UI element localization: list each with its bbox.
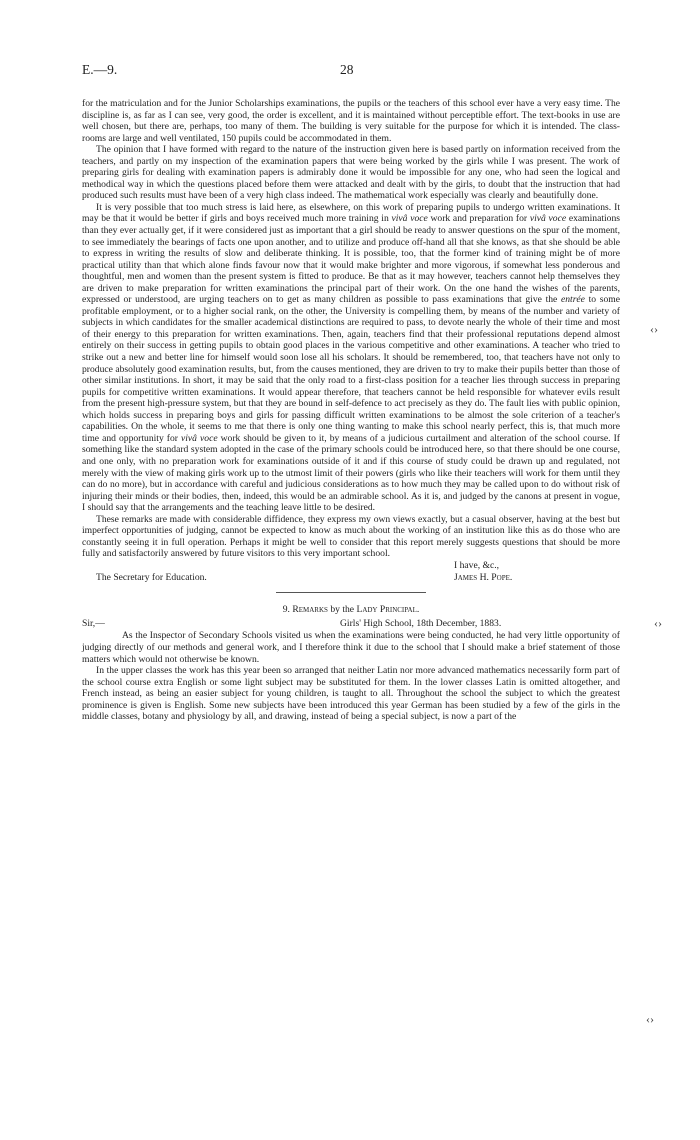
margin-mark: ‹›	[646, 1012, 654, 1026]
section-heading	[82, 604, 620, 616]
heading-number: 9.	[282, 603, 290, 615]
italic-term: vivâ voce	[391, 213, 428, 225]
addressee: The Secretary for Education.	[96, 571, 207, 583]
text-run: work should be given to it, by means of a judicious curtailment and alteration of the school course. If something like the standard system adopted in the case of the primary schools could be introduced here, so that there should be one course, and one only, with no preparation work for examinations outside of it and if this course of study could be drawn up and regulated, not merely with the view of making girls work up to the utmost limit of their powers (girls who like their teachers will work for them until they can do no more), but in accordance with careful and judicious considerations as to how much they may be called upon to do without risk of injuring their minds or their bodies, then, indeed, this would be an admirable school. As it is, and judged by the canons at present in vogue, I should say that the arrangements and the teaching leave little to be desired.	[82, 432, 620, 514]
signature-line	[82, 572, 620, 584]
text-run: examinations than they ever actually get, if it were considered just as important that a girl should be ready to answer questions on the spur of the moment, to see immediately the bearings of facts one upon another, and to utilize and produce off-hand all that she knows, as that she should be able to express in writing the results of slow and deliberate thinking. It is possible, too, that the former kind of training might be of more practical utility than that which alone finds favour now that it would make brighter and more vigorous, if somewhat less ponderous and thoughtful, men and women than the present system is fitted to produce. Be that as it may however, teachers cannot help themselves they are driven to make preparation for written examinations the principal part of their work. On the one hand the wishes of the parents, expressed or understood, are urging teachers on to get as many children as possible to pass examinations that give the	[82, 213, 620, 306]
paragraph-written-examinations	[82, 202, 620, 514]
text-run: work and preparation for	[427, 213, 530, 225]
signature: James H. Pope.	[454, 571, 513, 583]
closing-phrase: I have, &c.,	[454, 559, 500, 571]
paragraph-instruction-opinion: The opinion that I have formed with regard to the nature of the instruction given here is based partly on information received from the teachers, and partly on my inspection of the examination papers that were being worked by the girls while I was present. The work of preparing girls for dealing with examination papers is admirably done it would be impossible for any one, who had seen the logical and methodical way in which the questions placed before them were attacked and dealt with by the girls, to doubt that the instruction that had produced such results must have been of a very high class indeed. The mathematical work especially was clearly and beautifully done.	[82, 144, 620, 202]
salutation: Sir,—	[82, 618, 105, 630]
closing-line	[82, 560, 620, 572]
italic-term: vivâ voce	[529, 213, 567, 225]
heading-word-remarks: Remarks	[292, 603, 328, 615]
italic-term: entrée	[560, 294, 585, 306]
heading-word-by: by the	[330, 603, 355, 615]
text-column	[82, 98, 620, 723]
place-date: Girls' High School, 18th December, 1883.	[340, 618, 502, 630]
margin-mark: ‹›	[650, 322, 658, 336]
letter-header	[82, 618, 620, 630]
paragraph-remarks-diffidence: These remarks are made with considerable diffidence, they express my own views exactly, but a casual observer, having at the best but imperfect opportunities of judging, cannot be expected to know as much about the working of an institution like this as do those who are constantly seeing it in full operation. Perhaps it might be well to consider that this report merely suggests questions that should be more fully and satisfactorily answered by future visitors to this very important school.	[82, 513, 620, 560]
paragraph-upper-classes: In the upper classes the work has this year been so arranged that neither Latin nor more advanced mathematics necessarily form part of the school course extra English or some light subject may be substituted for them. In the lower classes Latin is omitted altogether, and French instead, as being an easier subject for young children, is taught to all. Throughout the school the subject to which the greatest prominence is given is English. Some new subjects have been introduced this year German has been studied by a few of the girls in the middle classes, botany and physiology by all, and drawing, instead of being a special subject, is now a part of the	[82, 665, 620, 723]
section-divider	[276, 592, 426, 593]
document-code: E.—9.	[82, 62, 118, 77]
text-run: It is very possible that too much stress is laid here, as elsewhere, on this work of preparing pupils to undergo written examinations. It may be that it would be better if girls and boys received much more training in	[82, 201, 620, 225]
text-run: to some profitable employment, or to a higher social rank, on the other, the University is compelling them, by means of the number and variety of subjects in which candidates for the smaller academical distinctions are required to pass, to devote nearly the whole of their time and most of their energy to this preparation for written examinations. Then, again, teachers find that their professional reputations depend almost entirely on their success in getting pupils to obtain good places in the various competitive and other examinations. A teacher who tried to strike out a new and better line for himself would soon lose all his scholars. It should be remembered, too, that teachers have not only to produce absolutely good examination results, but, from the causes mentioned, they are driven to try to make their pupils better than those of other similar institutions. In short, it may be said that the only road to a first-class position for a teacher lies through success in preparing pupils for competitive written examinations. It would appear therefore, that teachers cannot be held responsible for whatever evils result from the present high-pressure system, but that they are bound in self-defence to act precisely as they do. The fault lies with public opinion, which holds success in preparing boys and girls for passing difficult written examinations to be almost the sole criterion of a teacher's capabilities. On the whole, it seems to me that there is only one thing wanting to make this school nearly perfect, this is, that much more time and opportunity for	[82, 294, 621, 444]
italic-term: vivâ voce	[181, 432, 218, 444]
heading-word-principal: Lady Principal.	[356, 603, 420, 615]
margin-mark: ‹›	[654, 616, 662, 630]
page-number: 28	[340, 62, 354, 77]
paragraph-inspector-visit: As the Inspector of Secondary Schools visited us when the examinations were being conducted, he had very little opportunity of judging directly of our methods and general work, and I therefore think it due to the school that I should make a brief statement of those matters which would not otherwise be known.	[82, 630, 620, 665]
paragraph-continued: for the matriculation and for the Junior Scholarships examinations, the pupils or the teachers of this school ever have a very easy time. The discipline is, as far as I can see, very good, the order is excellent, and it is maintained without perceptible effort. The text-books in use are well chosen, but there are, perhaps, too many of them. The building is very suitable for the purpose for which it is intended. The class-rooms are large and well ventilated, 150 pupils could be accommodated in them.	[82, 98, 620, 144]
